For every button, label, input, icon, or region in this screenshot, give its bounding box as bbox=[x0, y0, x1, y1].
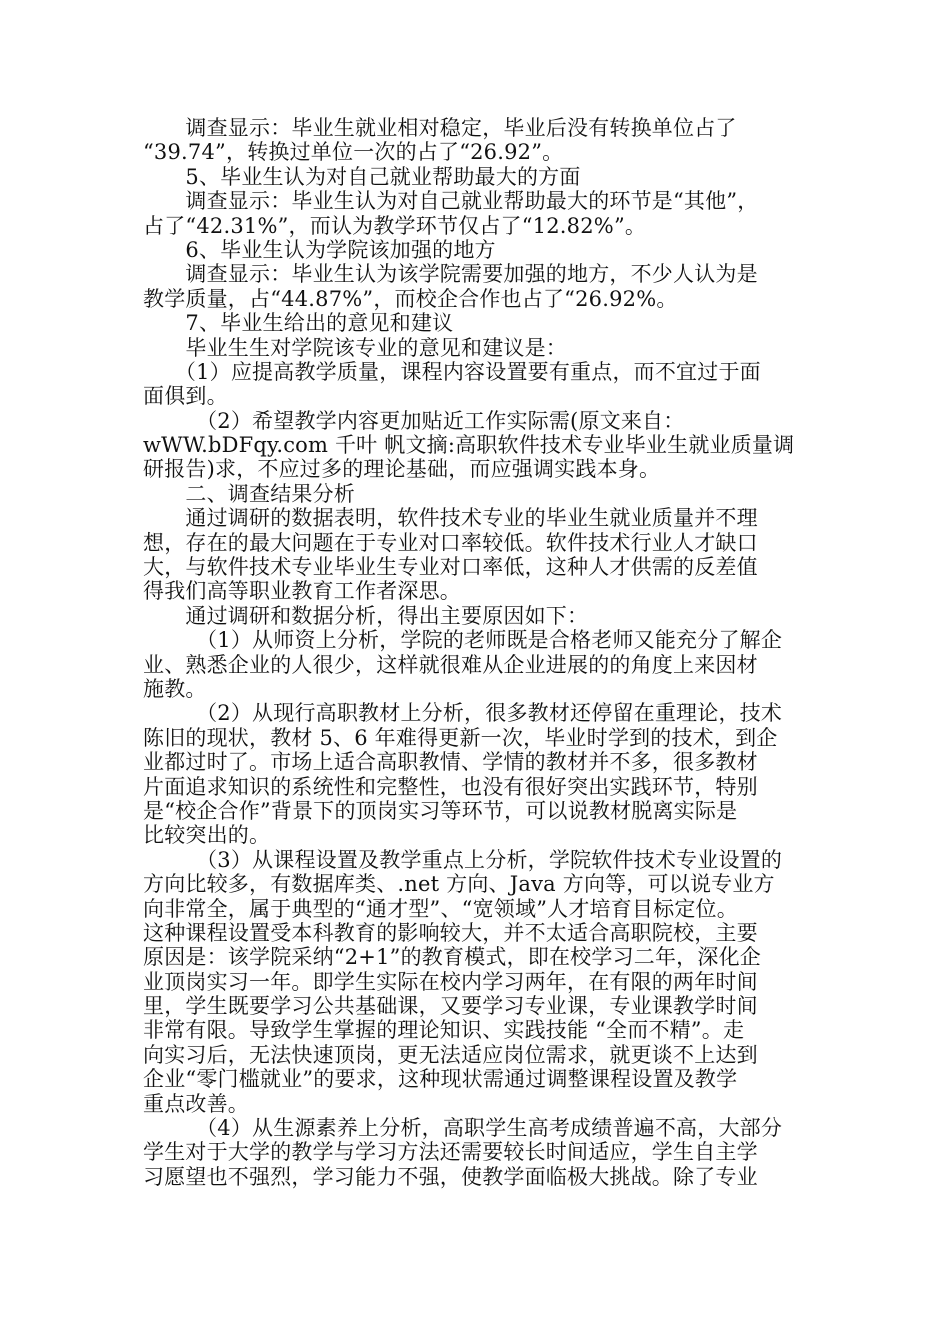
section-heading: 6、毕业生认为学院该加强的地方 bbox=[143, 237, 496, 262]
text-line: 重点改善。 bbox=[143, 1091, 249, 1116]
text-line: 调查显示：毕业生就业相对稳定，毕业后没有转换单位占了 bbox=[143, 116, 737, 140]
text-line: 业顶岗实习一年。即学生实际在校内学习两年，在有限的两年时间 bbox=[143, 969, 758, 994]
text-line: 里，学生既要学习公共基础课，又要学习专业课，专业课教学时间 bbox=[143, 994, 758, 1019]
text-line: 毕业生生对学院该专业的意见和建议是： bbox=[143, 335, 567, 360]
text-line: 业都过时了。市场上适合高职教情、学情的教材并不多，很多教材 bbox=[143, 750, 758, 775]
text-line: 是“校企合作”背景下的顶岗实习等环节，可以说教材脱离实际是 bbox=[143, 798, 738, 823]
text-line: 调查显示：毕业生认为对自己就业帮助最大的环节是“其他”， bbox=[143, 189, 759, 214]
text-line: 企业“零门槛就业”的要求，这种现状需通过调整课程设置及教学 bbox=[143, 1067, 738, 1092]
text-line: 片面追求知识的系统性和完整性，也没有很好突出实践环节，特别 bbox=[143, 774, 758, 799]
text-line: 这种课程设置受本科教育的影响较大，并不太适合高职院校，主要 bbox=[143, 920, 758, 945]
text-line: 向非常全，属于典型的“通才型”、“宽领域”人才培育目标定位。 bbox=[143, 896, 738, 921]
text-line: （2）希望教学内容更加贴近工作实际需(原文来自： bbox=[143, 408, 685, 433]
text-line: 非常有限。导致学生掌握的理论知识、实践技能 “全而不精”。走 bbox=[143, 1018, 745, 1043]
text-line: 面俱到。 bbox=[143, 384, 228, 409]
text-line: 业、熟悉企业的人很少，这样就很难从企业进展的的角度上来因材 bbox=[143, 652, 758, 677]
text-line: 教学质量，占“44.87%”，而校企合作也占了“26.92%。 bbox=[143, 286, 678, 311]
text-line: 大，与软件技术专业毕业生专业对口率低，这种人才供需的反差值 bbox=[143, 555, 758, 580]
text-line: （1）从师资上分析，学院的老师既是合格老师又能充分了解企 bbox=[143, 628, 783, 653]
text-line: 方向比较多，有数据库类、.net 方向、Java 方向等，可以说专业方 bbox=[143, 872, 775, 897]
text-line: 通过调研的数据表明，软件技术专业的毕业生就业质量并不理 bbox=[143, 506, 758, 531]
text-line: （2）从现行高职教材上分析，很多教材还停留在重理论，技术 bbox=[143, 701, 783, 726]
section-heading: 7、毕业生给出的意见和建议 bbox=[143, 311, 454, 336]
text-line: 向实习后，无法快速顶岗，更无法适应岗位需求，就更谈不上达到 bbox=[143, 1042, 758, 1067]
text-line: （3）从课程设置及教学重点上分析，学院软件技术专业设置的 bbox=[143, 847, 783, 872]
text-line: 想，存在的最大问题在于专业对口率较低。软件技术行业人才缺口 bbox=[143, 530, 758, 555]
text-line: 陈旧的现状，教材 5、6 年难得更新一次，毕业时学到的技术，到企 bbox=[143, 725, 778, 750]
document-body bbox=[143, 116, 815, 1189]
section-heading: 5、毕业生认为对自己就业帮助最大的方面 bbox=[143, 164, 581, 189]
text-line: 得我们高等职业教育工作者深思。 bbox=[143, 579, 461, 604]
text-line: 通过调研和数据分析，得出主要原因如下： bbox=[143, 603, 589, 628]
text-line: 原因是：该学院采纳“2+1”的教育模式，即在校学习二年，深化企 bbox=[143, 945, 761, 970]
text-line: 占了“42.31%”，而认为教学环节仅占了“12.82%”。 bbox=[143, 213, 647, 238]
text-line: “39.74”，转换过单位一次的占了“26.92”。 bbox=[143, 140, 564, 165]
text-line: 学生对于大学的教学与学习方法还需要较长时间适应，学生自主学 bbox=[143, 1140, 758, 1165]
text-line: wWW.bDFqy.com 千叶 帆文摘:高职软件技术专业毕业生就业质量调 bbox=[143, 433, 795, 458]
text-line: 习愿望也不强烈，学习能力不强，使教学面临极大挑战。除了专业 bbox=[143, 1164, 758, 1189]
text-line: 比较突出的。 bbox=[143, 823, 271, 848]
text-line: （1）应提高教学质量，课程内容设置要有重点，而不宜过于面 bbox=[143, 359, 761, 384]
text-line: 施教。 bbox=[143, 676, 207, 701]
text-line: 调查显示：毕业生认为该学院需要加强的地方，不少人认为是 bbox=[143, 262, 758, 287]
section-heading: 二、调查结果分析 bbox=[143, 481, 355, 506]
text-line: （4）从生源素养上分析，高职学生高考成绩普遍不高，大部分 bbox=[143, 1116, 783, 1141]
text-line: 研报告)求，不应过多的理论基础，而应强调实践本身。 bbox=[143, 457, 661, 482]
